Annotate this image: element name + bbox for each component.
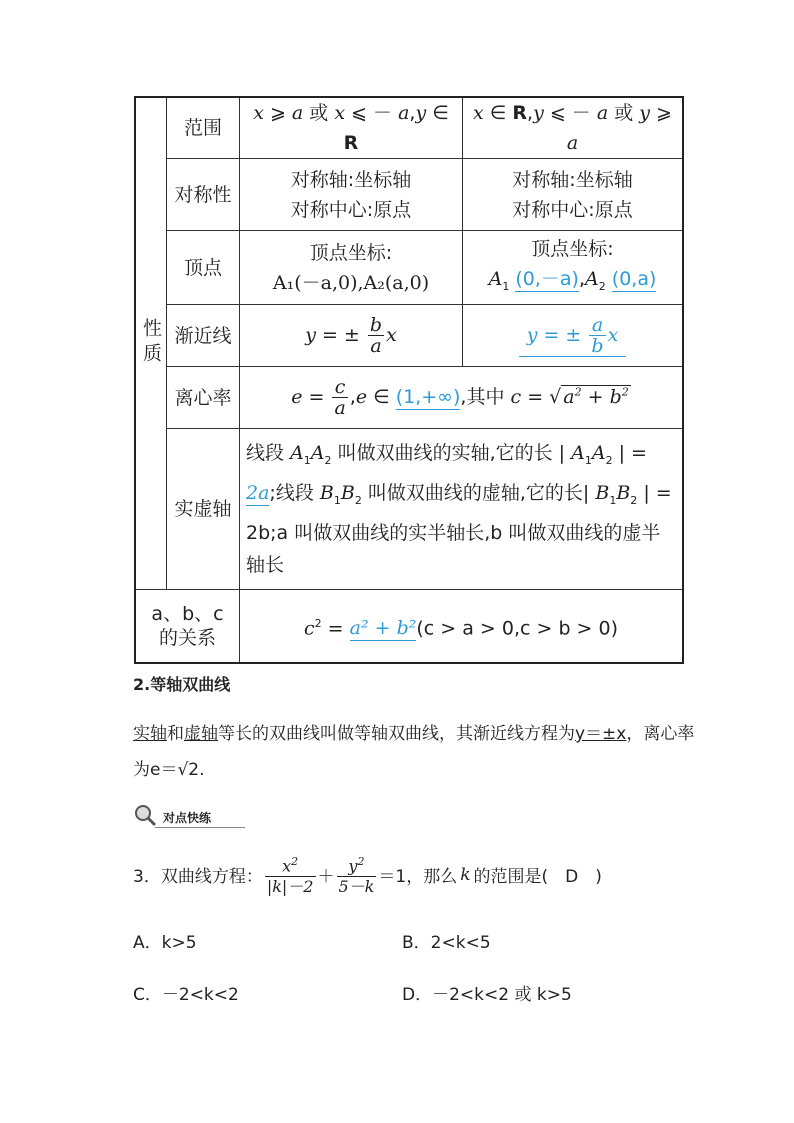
axes-2a-fill: 2a [246, 481, 270, 504]
vertex-a2-fill: (0,a) [611, 267, 657, 290]
range-left: x ⩾ a 或 x ⩽ － a,y ∈ R [240, 97, 463, 159]
magnifier-icon [133, 803, 157, 827]
option-b[interactable]: B．2<k<5 [402, 933, 491, 953]
symmetry-label: 对称性 [167, 159, 240, 231]
practice-badge: 对点快练 [133, 803, 233, 829]
hyperbola-properties-table [134, 96, 684, 664]
section-title: 2.等轴双曲线 [133, 675, 231, 694]
option-a[interactable]: A．k>5 [133, 933, 197, 953]
asymptote-label: 渐近线 [167, 305, 240, 367]
range-label: 范围 [167, 97, 240, 159]
properties-group-label: 性质 [135, 97, 167, 589]
question-3: 3．双曲线方程： $\frac{x^2}{|k|-2}$ ＋ $\frac{y^2}{5-k}$ ＝1，那么 k 的范围是( D ) [133, 852, 602, 897]
vertex-label: 顶点 [167, 231, 240, 305]
relation-label: a、b、c 的关系 [135, 589, 240, 663]
vertex-right: 顶点坐标: $A_1$ $(0,-a),A_2$ (0,a) [463, 231, 684, 305]
axes-label: 实虚轴 [167, 429, 240, 590]
eccentricity-interval-fill: (1,+∞) [395, 386, 461, 408]
eccentricity-formula: e = $\frac{c}{a}$ ,e ∈ (1,+∞),其中 c = √ $a^2 + b^2$ [240, 367, 684, 429]
range-right: x ∈ R,y ⩽ － a 或 y ⩾ a [463, 97, 684, 159]
asymptote-left: y = ± $\frac{b}{a}$ x [240, 305, 463, 367]
vertex-left: 顶点坐标: A₁(－a,0),A₂(a,0) [240, 231, 463, 305]
vertex-a1-fill: (0,－a) [515, 267, 579, 290]
relation-formula: $c^2 = a^2 + b^2(c > a > 0,c > b > 0)$ [240, 589, 684, 663]
axes-description: 线段 $A_1A_2$ 叫做双曲线的实轴,它的长 | $A_1A_2$ | = 2a;线段 $B_1B_2$ 叫做双曲线的虚轴,它的长| $B_1B_2$ | = 2b;a 叫做双曲线的实半轴长,b 叫做双曲线的虚半轴长 [240, 429, 684, 590]
equal-axis-paragraph: 实轴和虚轴等长的双曲线叫做等轴双曲线，其渐近线方程为y＝±x，离心率为e＝√2. [133, 724, 695, 780]
option-c[interactable]: C．－2<k<2 [133, 985, 239, 1005]
option-d[interactable]: D．－2<k<2 或 k>5 [402, 985, 572, 1005]
eccentricity-label: 离心率 [167, 367, 240, 429]
relation-fill: a² + b² [349, 617, 417, 639]
asymptote-right: y = ± $\frac{a}{b}$ x [463, 305, 684, 367]
symmetry-left: 对称轴:坐标轴 对称中心:原点 [240, 159, 463, 231]
symmetry-right: 对称轴:坐标轴 对称中心:原点 [463, 159, 684, 231]
